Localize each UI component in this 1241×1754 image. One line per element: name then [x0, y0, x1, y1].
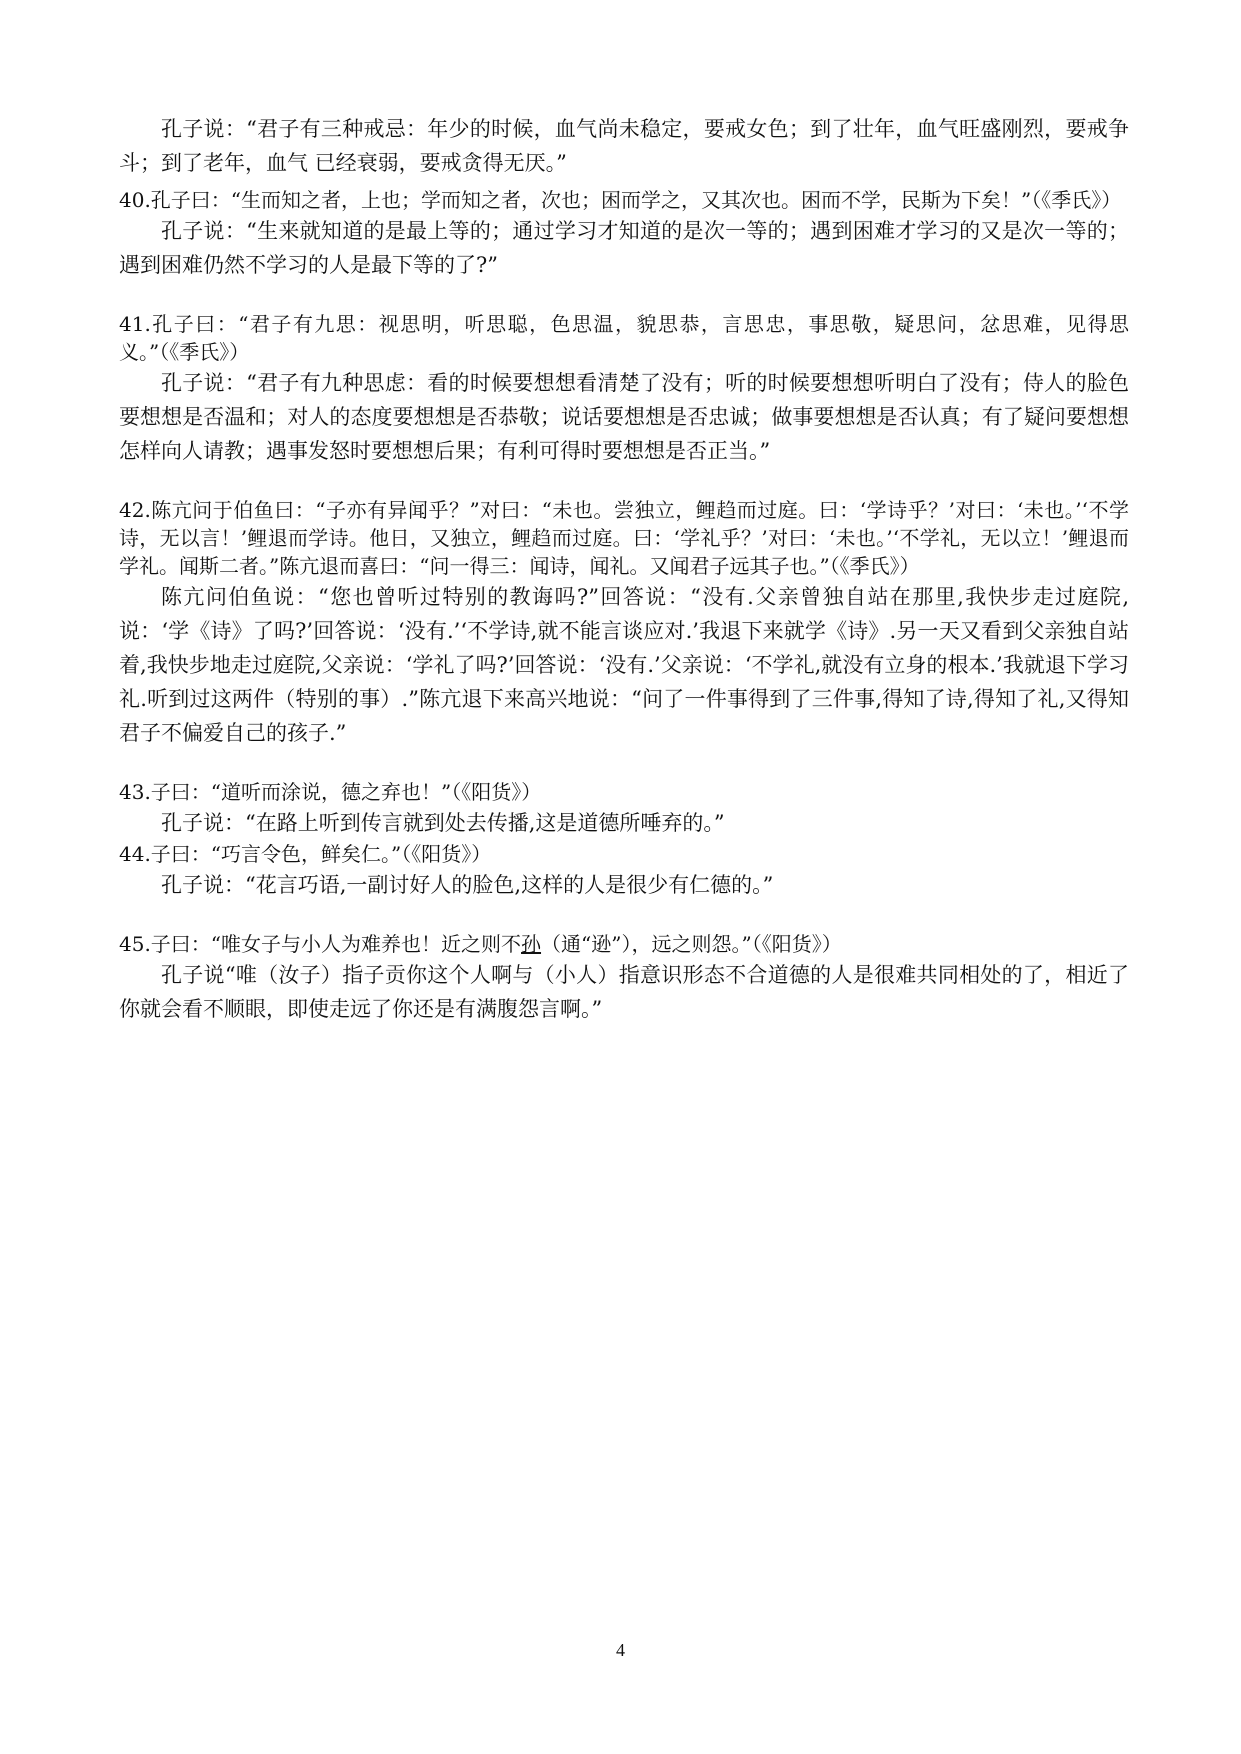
underlined-character: 孙	[521, 932, 542, 956]
original-45-after: （通“逊”），远之则怨。”（《阳货》）	[541, 932, 842, 956]
original-45-before: 45.子曰：“唯女子与小人为难养也！近之则不	[119, 932, 522, 956]
spacer	[119, 750, 1129, 778]
original-41: 41.孔子曰：“君子有九思：视思明，听思聪，色思温，貌思恭，言思忠，事思敬，疑思问，忿思难，见得思义。”（《季氏》）	[119, 312, 1129, 364]
translation-39: 孔子说：“君子有三种戒忌：年少的时候，血气尚未稳定，要戒女色；到了壮年，血气旺盛刚烈，要戒争斗；到了老年，血气 已经衰弱，要戒贪得无厌。”	[119, 117, 1129, 175]
translation-45: 孔子说“唯（汝子）指子贡你这个人啊与（小人）指意识形态不合道德的人是很难共同相处的了，相近了你就会看不顺眼，即使走远了你还是有满腹怨言啊。”	[119, 963, 1129, 1021]
original-44: 44.子曰：“巧言令色，鲜矣仁。”（《阳货》）	[119, 842, 492, 866]
entry-43	[119, 778, 1129, 840]
spacer	[119, 468, 1129, 496]
translation-44: 孔子说：“花言巧语,一副讨好人的脸色,这样的人是很少有仁德的。”	[161, 873, 774, 897]
spacer	[119, 902, 1129, 930]
translation-41: 孔子说：“君子有九种思虑：看的时候要想想看清楚了没有；听的时候要想想听明白了没有；侍人的脸色要想想是否温和；对人的态度要想想是否恭敬；说话要想想是否忠诚；做事要想想是否认真；有了疑问要想想怎样向人请教；遇事发怒时要想想后果；有利可得时要想想是否正当。”	[119, 371, 1129, 463]
page-number: 4	[616, 1640, 625, 1660]
original-40: 40.孔子曰：“生而知之者，上也；学而知之者，次也；困而学之，又其次也。困而不学，民斯为下矣！”（《季氏》）	[119, 188, 1122, 212]
entry-42	[119, 496, 1129, 750]
entry-45	[119, 930, 1129, 1026]
original-45	[119, 930, 1129, 958]
translation-42: 陈亢问伯鱼说：“您也曾听过特别的教诲吗?”回答说：“没有.父亲曾独自站在那里,我快步走过庭院,说：‘学《诗》了吗?’回答说：‘没有.’‘不学诗,就不能言谈应对.’我退下来就学《诗》.另一天又看到父亲独自站着,我快步地走过庭院,父亲说：‘学礼了吗?’回答说：‘没有.’父亲说：‘不学礼,就没有立身的根本.’我就退下学习礼.听到过这两件（特别的事）.”陈亢退下来高兴地说：“问了一件事得到了三件事,得知了诗,得知了礼,又得知君子不偏爱自己的孩子.”	[119, 585, 1129, 745]
entry-39	[119, 112, 1129, 180]
entry-41	[119, 310, 1129, 468]
entry-44	[119, 840, 1129, 902]
translation-43: 孔子说：“在路上听到传言就到处去传播,这是道德所唾弃的。”	[161, 811, 725, 835]
original-42: 42.陈亢问于伯鱼曰：“子亦有异闻乎？”对曰：“未也。尝独立，鲤趋而过庭。曰：‘学诗乎？’对曰：‘未也。’‘不学诗，无以言！’鲤退而学诗。他日，又独立，鲤趋而过庭。曰：‘学礼乎？’对曰：‘未也。’‘不学礼，无以立！’鲤退而学礼。闻斯二者。”陈亢退而喜曰：“问一得三：闻诗，闻礼。又闻君子远其子也。”（《季氏》）	[119, 498, 1129, 578]
entry-40	[119, 186, 1129, 282]
page-content	[119, 112, 1129, 1026]
spacer	[119, 282, 1129, 310]
original-43: 43.子曰：“道听而涂说，德之弃也！”（《阳货》）	[119, 780, 542, 804]
translation-40: 孔子说：“生来就知道的是最上等的；通过学习才知道的是次一等的；遇到困难才学习的又是次一等的；遇到困难仍然不学习的人是最下等的了?”	[119, 219, 1129, 277]
